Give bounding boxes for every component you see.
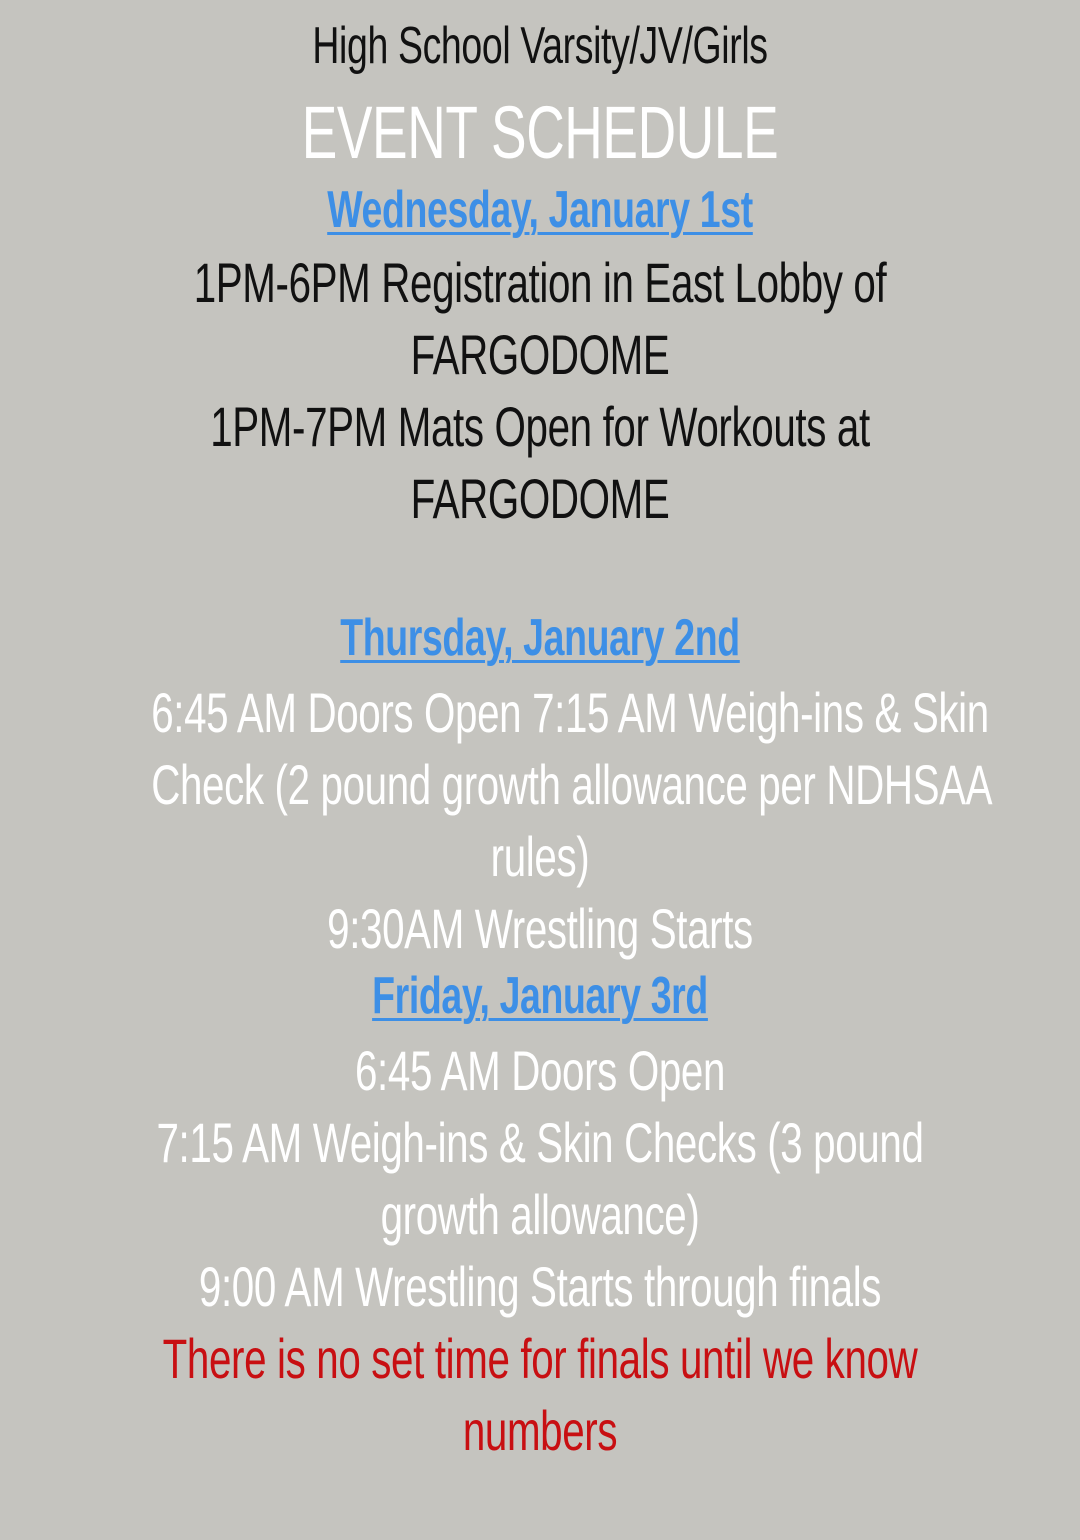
- thursday-line-2: Check (2 pound growth allowance per NDHSAA: [151, 753, 993, 816]
- thursday-line-1: 6:45 AM Doors Open 7:15 AM Weigh-ins & Skin: [151, 681, 989, 744]
- friday-line-4: 9:00 AM Wrestling Starts through finals: [198, 1255, 882, 1318]
- date-heading-thursday[interactable]: Thursday, January 2nd: [340, 609, 740, 667]
- thursday-line-3: rules): [490, 825, 590, 888]
- date-heading-wednesday[interactable]: Wednesday, January 1st: [327, 181, 753, 239]
- date-heading-friday[interactable]: Friday, January 3rd: [372, 967, 708, 1025]
- friday-line-1: 6:45 AM Doors Open: [354, 1039, 726, 1102]
- wednesday-line-2: FARGODOME: [410, 323, 670, 386]
- page-title: EVENT SCHEDULE: [301, 91, 779, 174]
- wednesday-line-1: 1PM-6PM Registration in East Lobby of: [193, 251, 887, 314]
- header-subtitle: High School Varsity/JV/Girls: [312, 17, 768, 75]
- wednesday-line-4: FARGODOME: [410, 467, 670, 530]
- thursday-line-4: 9:30AM Wrestling Starts: [327, 897, 753, 960]
- finals-notice-line-1: There is no set time for finals until we know: [162, 1327, 918, 1390]
- finals-notice-line-2: numbers: [462, 1399, 618, 1462]
- friday-line-2: 7:15 AM Weigh-ins & Skin Checks (3 pound: [156, 1111, 924, 1174]
- wednesday-line-3: 1PM-7PM Mats Open for Workouts at: [210, 395, 870, 458]
- friday-line-3: growth allowance): [380, 1183, 700, 1246]
